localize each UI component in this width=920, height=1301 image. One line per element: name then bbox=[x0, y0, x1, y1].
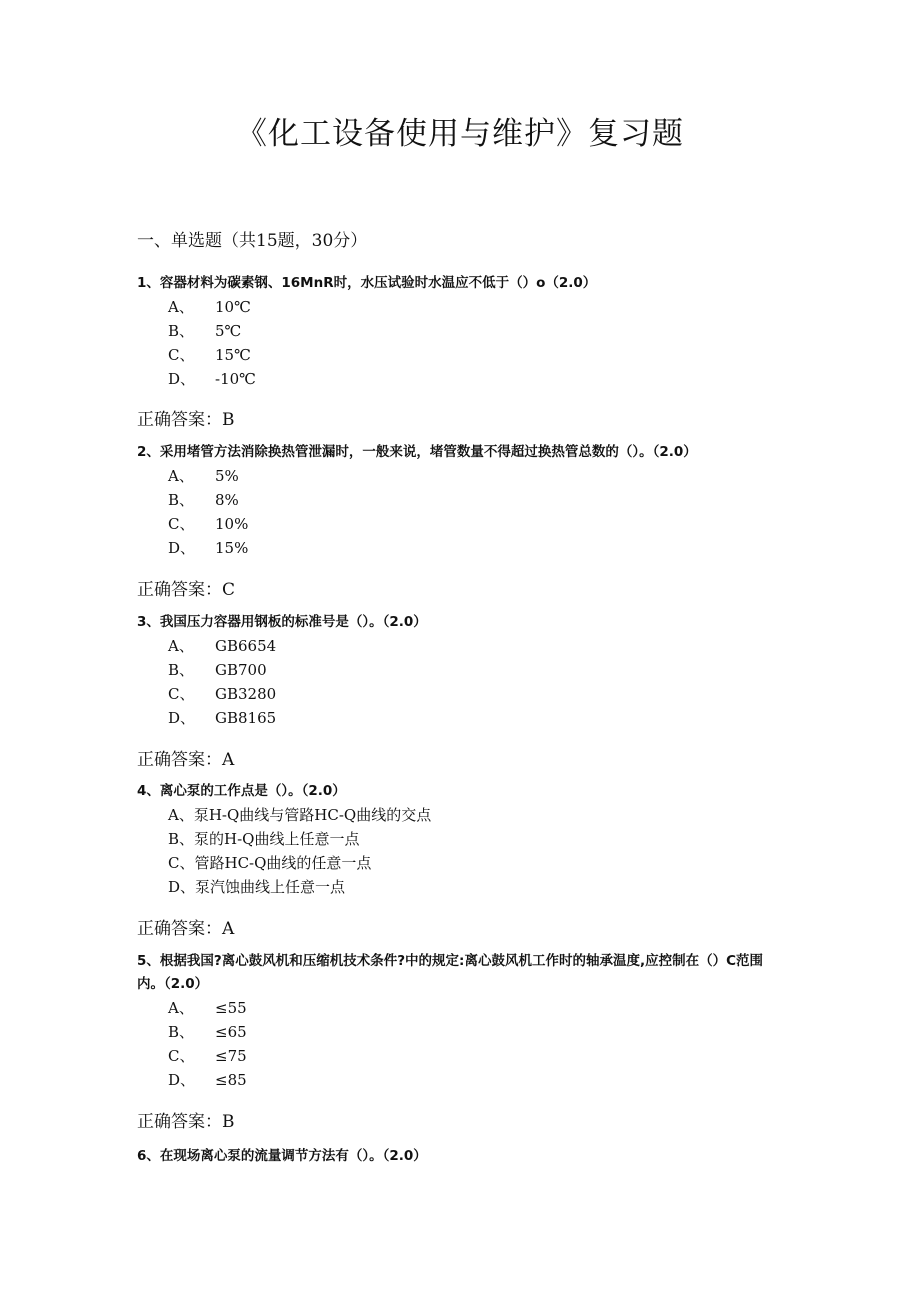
option-label: A、 bbox=[168, 806, 194, 824]
option-b bbox=[168, 827, 431, 851]
option-value: ≤65 bbox=[215, 1023, 247, 1041]
option-b bbox=[168, 488, 248, 512]
option-label: A、 bbox=[168, 467, 194, 485]
option-list bbox=[168, 996, 247, 1092]
option-label: A、 bbox=[168, 999, 194, 1017]
option-label: C、 bbox=[168, 346, 195, 364]
question-text: 6、在现场离心泵的流量调节方法有（）。（2.0） bbox=[137, 1148, 427, 1164]
question-text: 3、我国压力容器用钢板的标准号是（）。（2.0） bbox=[137, 614, 427, 630]
option-value: GB6654 bbox=[215, 637, 277, 655]
answer-text: 正确答案：B bbox=[137, 410, 235, 430]
option-label: C、 bbox=[168, 685, 195, 703]
option-value: GB700 bbox=[215, 661, 267, 679]
answer-text: 正确答案：C bbox=[137, 580, 236, 600]
option-label: B、 bbox=[168, 491, 195, 509]
option-value: GB3280 bbox=[215, 685, 277, 703]
option-label: A、 bbox=[168, 637, 194, 655]
option-value: 泵H-Q曲线与管路HC-Q曲线的交点 bbox=[193, 806, 432, 824]
option-c bbox=[168, 851, 431, 875]
option-value: GB8165 bbox=[215, 709, 277, 727]
option-label: D、 bbox=[168, 1071, 196, 1089]
option-label: A、 bbox=[168, 298, 194, 316]
option-a bbox=[168, 996, 247, 1020]
option-a bbox=[168, 803, 431, 827]
option-label: C、 bbox=[168, 515, 195, 533]
option-c bbox=[168, 512, 248, 536]
option-label: D、 bbox=[168, 709, 196, 727]
option-d bbox=[168, 706, 276, 730]
option-b bbox=[168, 1020, 247, 1044]
option-list bbox=[168, 295, 256, 391]
section-heading: 一、单选题（共15题，30分） bbox=[137, 231, 368, 251]
question-text: 4、离心泵的工作点是（）。（2.0） bbox=[137, 783, 346, 799]
question-text: 1、容器材料为碳素钢、16MnR时，水压试验时水温应不低于（）o（2.0） bbox=[137, 275, 597, 291]
option-d bbox=[168, 367, 256, 391]
option-label: B、 bbox=[168, 830, 195, 848]
option-label: B、 bbox=[168, 1023, 195, 1041]
option-b bbox=[168, 658, 276, 682]
answer-text: 正确答案：A bbox=[137, 750, 235, 770]
option-a bbox=[168, 634, 276, 658]
option-c bbox=[168, 682, 276, 706]
answer-text: 正确答案：A bbox=[137, 919, 235, 939]
option-label: C、 bbox=[168, 1047, 195, 1065]
option-label: B、 bbox=[168, 661, 195, 679]
option-a bbox=[168, 295, 256, 319]
option-a bbox=[168, 464, 248, 488]
option-label: D、 bbox=[168, 539, 196, 557]
page-title: 《化工设备使用与维护》复习题 bbox=[236, 116, 684, 152]
option-c bbox=[168, 1044, 247, 1068]
answer-text: 正确答案：B bbox=[137, 1112, 235, 1132]
option-value: 泵的H-Q曲线上任意一点 bbox=[194, 830, 360, 848]
option-d bbox=[168, 875, 431, 899]
question-text: 2、采用堵管方法消除换热管泄漏时，一般来说，堵管数量不得超过换热管总数的（）。（2.0） bbox=[137, 444, 697, 460]
option-value: 管路HC-Q曲线的任意一点 bbox=[194, 854, 372, 872]
option-list bbox=[168, 803, 431, 899]
option-label: C、 bbox=[168, 854, 195, 872]
option-value: 10% bbox=[215, 515, 249, 533]
option-value: 15% bbox=[215, 539, 249, 557]
option-value: -10℃ bbox=[215, 370, 256, 388]
option-b bbox=[168, 319, 256, 343]
option-value: ≤75 bbox=[215, 1047, 247, 1065]
option-d bbox=[168, 536, 248, 560]
option-value: 8% bbox=[215, 491, 239, 509]
question-text: 5、根据我国?离心鼓风机和压缩机技术条件?中的规定:离心鼓风机工作时的轴承温度,应控制在（）C范围内。（2.0） bbox=[137, 953, 763, 992]
option-value: 5℃ bbox=[215, 322, 242, 340]
option-label: D、 bbox=[168, 878, 196, 896]
option-value: 10℃ bbox=[215, 298, 251, 316]
option-label: D、 bbox=[168, 370, 196, 388]
option-value: ≤85 bbox=[215, 1071, 247, 1089]
option-value: 5% bbox=[215, 467, 239, 485]
option-list bbox=[168, 464, 248, 560]
option-d bbox=[168, 1068, 247, 1092]
option-value: 15℃ bbox=[215, 346, 251, 364]
option-value: 泵汽蚀曲线上任意一点 bbox=[195, 878, 346, 896]
option-c bbox=[168, 343, 256, 367]
option-value: ≤55 bbox=[215, 999, 247, 1017]
option-label: B、 bbox=[168, 322, 195, 340]
option-list bbox=[168, 634, 276, 730]
